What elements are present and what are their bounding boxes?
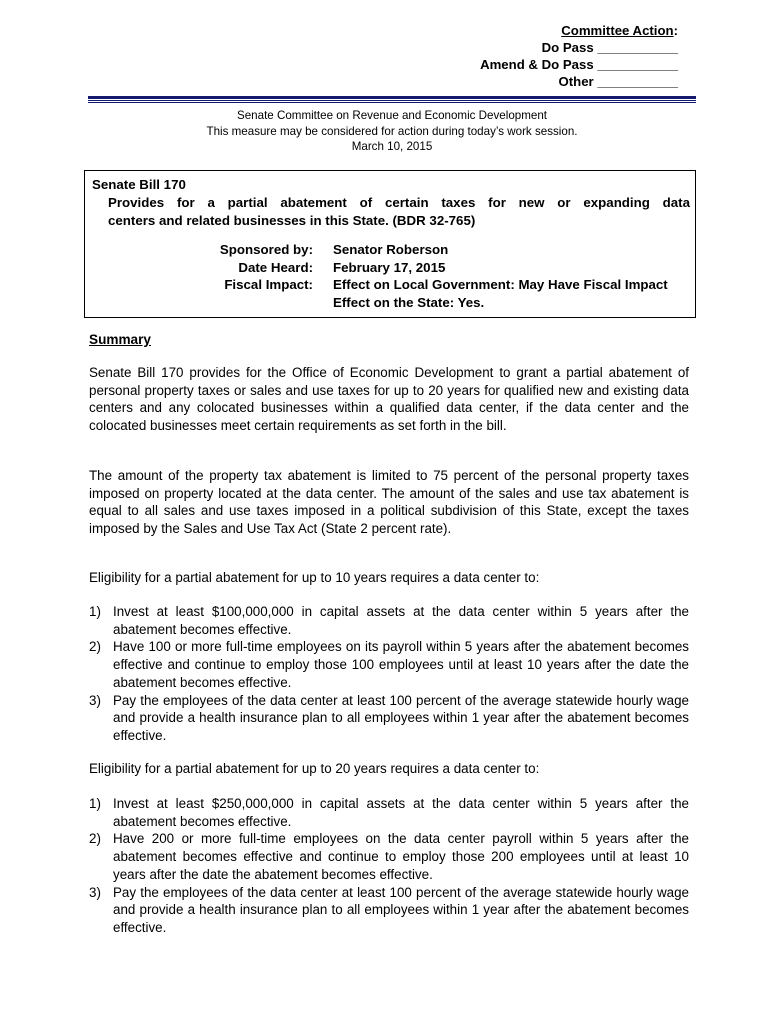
amend-do-pass-line: Amend & Do Pass ___________ [480,57,678,72]
document-header [88,108,696,155]
fiscal-impact-label: Fiscal Impact: [224,277,313,292]
fiscal-local-value: Effect on Local Government: May Have Fiscal Impact [333,277,668,292]
list-item: 1) Invest at least $250,000,000 in capital assets at the data center within 5 years after the abatement becomes effective. [89,796,689,829]
bill-meta-labels [108,241,313,294]
sponsored-label: Sponsored by: [219,242,313,257]
bill-meta-values [333,241,713,311]
session-date: March 10, 2015 [351,140,433,153]
other-line: Other ___________ [558,74,678,89]
eligibility-10-list [89,603,689,745]
committee-action-title: Committee Action: [561,23,678,38]
eligibility-20-list [89,795,689,937]
bill-description: Provides for a partial abatement of certain taxes for new or expanding data centers and related businesses in this State. (BDR 32-765) [108,195,690,228]
date-heard-value: February 17, 2015 [333,259,446,275]
list-item: 1) Invest at least $100,000,000 in capital assets at the data center within 5 years after the abatement becomes effective. [89,604,689,637]
sponsored-value: Senator Roberson [333,242,449,257]
bill-title: Senate Bill 170 [92,177,186,192]
header-divider [88,96,696,104]
bill-info-box [84,170,696,318]
list-item: 2) Have 200 or more full-time employees on the data center payroll within 5 years after the abatement becomes effective and continue to employ those 200 employees until at least 10 years after the date the abatement becomes effective. [89,831,689,882]
session-notice: This measure may be considered for action during today’s work session. [206,124,578,138]
list-item: 3) Pay the employees of the data center at least 100 percent of the average statewide hourly wage and provide a health insurance plan to all employees within 1 year after the abatement becomes effective. [89,884,689,935]
summary-paragraph-1: Senate Bill 170 provides for the Office of Economic Development to grant a partial abatement of personal property taxes or sales and use taxes for up to 20 years for qualified new and existing data centers and any colocated businesses within a qualified data center, if the data center and the colocated businesses meet certain requirements as set forth in the bill. [89,365,689,434]
eligibility-10-intro: Eligibility for a partial abatement for up to 10 years requires a data center to: [89,570,540,585]
fiscal-state-value: Effect on the State: Yes. [333,294,485,310]
date-heard-label: Date Heard: [238,259,313,275]
summary-heading: Summary [89,332,151,347]
list-item: 3) Pay the employees of the data center at least 100 percent of the average statewide hourly wage and provide a health insurance plan to all employees within 1 year after the abatement becomes effective. [89,692,689,743]
list-item: 2) Have 100 or more full-time employees on its payroll within 5 years after the abatement becomes effective and continue to employ those 100 employees until at least 10 years after the date the abatement becomes effective. [89,639,689,690]
committee-action-block [438,22,678,90]
do-pass-line: Do Pass ___________ [541,40,678,55]
eligibility-20-intro: Eligibility for a partial abatement for up to 20 years requires a data center to: [89,761,540,776]
committee-name: Senate Committee on Revenue and Economic Development [237,109,547,122]
summary-paragraph-2: The amount of the property tax abatement is limited to 75 percent of the personal property taxes imposed on property located at the data center. The amount of the sales and use tax abatement is equal to all sales and use taxes imposed in a political subdivision of this State, except the taxes imposed by the Sales and Use Tax Act (State 2 percent rate). [89,468,689,537]
